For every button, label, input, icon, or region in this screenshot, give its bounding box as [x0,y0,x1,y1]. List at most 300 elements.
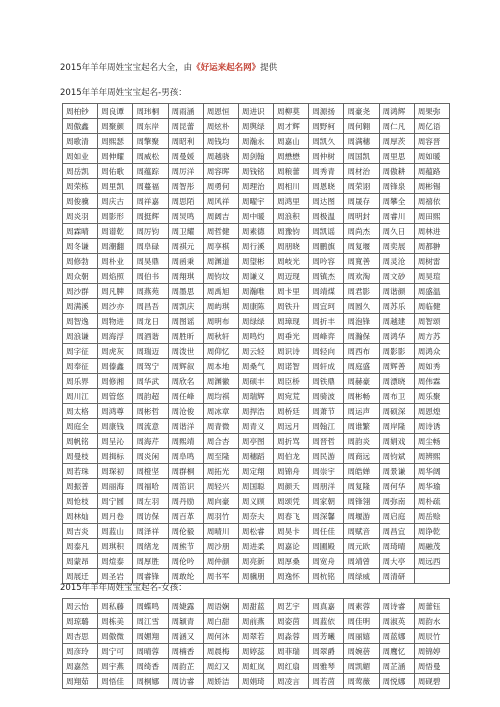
name-cell: 周泰凡 [63,539,98,554]
table-row [63,299,450,314]
name-cell: 周锋翎 [344,494,379,509]
name-cell: 周轻向 [309,344,344,359]
name-cell: 周才辉 [274,119,309,134]
name-cell: 周盛温 [414,284,449,299]
name-cell: 周骥朋 [238,569,273,584]
name-cell: 周橙坚 [133,464,168,479]
name-cell: 周韵炎 [344,434,379,449]
name-cell: 周寬善 [344,254,379,269]
name-cell: 周朋洋 [309,479,344,494]
name-cell: 周柳莫 [274,104,309,119]
name-cell: 周敢纶 [168,569,203,584]
name-cell: 周辉善 [379,359,414,374]
table-row [63,269,450,284]
table-row [63,284,450,299]
name-cell: 周琦晴 [379,539,414,554]
name-cell: 周望彬 [238,254,273,269]
name-cell: 周灵沧 [379,254,414,269]
name-cell: 周硕丰 [238,374,273,389]
name-cell: 周鸿辉 [379,104,414,119]
name-cell: 周媚翔 [133,629,168,644]
name-cell: 周太格 [63,404,98,419]
name-cell: 周海芹 [133,434,168,449]
name-cell: 周极温 [309,209,344,224]
name-cell: 周芷涵 [379,659,414,674]
name-cell: 周林进 [414,224,449,239]
name-cell: 周杭铭 [309,569,344,584]
name-cell: 周相川 [274,179,309,194]
name-cell: 周娟戏 [379,434,414,449]
name-cell: 周靖曾 [344,554,379,569]
name-cell: 周义顾 [238,494,273,509]
name-cell: 周姿茵 [274,614,309,629]
name-cell: 周彬锡 [414,179,449,194]
name-cell: 周萧节 [309,404,344,419]
name-cell: 周傲鑫 [63,119,98,134]
name-cell: 周穗蹈 [238,449,273,464]
name-cell: 周华武 [133,374,168,389]
name-cell: 周阜鸣 [168,449,203,464]
table-row [63,164,450,179]
table-row [63,524,450,539]
name-cell: 周明封 [344,209,379,224]
name-cell: 周桑气 [238,359,273,374]
table-row [63,494,450,509]
name-cell: 周庭盛 [344,359,379,374]
name-cell: 周铁鼎 [309,374,344,389]
name-cell: 周婉蓓 [344,644,379,659]
name-cell: 周幻又 [203,659,238,674]
name-cell: 周逸怀 [274,569,309,584]
name-cell: 周砚碧 [414,674,449,689]
name-cell: 周豫钧 [274,224,309,239]
name-cell: 周镇杰 [309,269,344,284]
name-cell: 周恩煌 [414,404,449,419]
name-cell: 周尚杰 [344,224,379,239]
name-cell: 周修勃 [63,254,98,269]
name-cell: 周蕾钰 [414,599,449,614]
name-cell: 周攀全 [379,194,414,209]
table-row [63,344,450,359]
name-cell: 周圆久 [344,299,379,314]
table-row [63,389,450,404]
name-cell: 周锋泉 [379,179,414,194]
table-row [63,404,450,419]
name-cell: 周君影 [344,284,379,299]
name-cell: 周秀青 [309,164,344,179]
name-cell: 周呈沁 [98,434,133,449]
name-cell: 周欢淘 [344,269,379,284]
name-cell: 周谦义 [238,269,273,284]
boys-name-table [62,103,450,584]
name-cell: 周国凯 [344,149,379,164]
name-cell: 周婷蕊 [238,644,273,659]
name-cell: 周艺宇 [274,599,309,614]
name-cell: 周何沐 [203,629,238,644]
name-cell: 周树雷 [414,254,449,269]
name-cell: 周虎灰 [98,344,133,359]
name-cell: 周祥嘉 [133,194,168,209]
name-cell: 周里思 [379,149,414,164]
name-cell: 周威松 [133,149,168,164]
name-cell: 周康钱 [98,419,133,434]
name-cell: 周鸣灼 [238,329,273,344]
name-cell: 周阜碌 [133,239,168,254]
table-row [63,419,450,434]
name-cell: 周晴蓉 [133,644,168,659]
name-cell: 周苏乐 [379,299,414,314]
name-cell: 周翠爵 [309,644,344,659]
table-row [63,374,450,389]
name-cell: 周元欧 [344,539,379,554]
name-cell: 周左羽 [133,494,168,509]
name-cell: 周百革 [168,509,203,524]
name-cell: 周云怡 [63,599,98,614]
name-cell: 周翠若 [238,629,273,644]
name-cell: 周智颂 [414,314,449,329]
name-cell: 周秋轩 [203,329,238,344]
name-cell: 周东岸 [133,119,168,134]
name-cell: 周何翱 [344,119,379,134]
name-cell: 周谐洋 [168,419,203,434]
name-cell: 周捍浩 [238,404,273,419]
name-cell: 周明布 [203,314,238,329]
name-cell: 周展迁 [63,569,98,584]
name-cell: 周至隆 [203,449,238,464]
name-cell: 周青微 [203,419,238,434]
name-cell: 周书军 [203,569,238,584]
name-cell: 周鸿尊 [98,404,133,419]
name-cell: 周聚颜 [98,119,133,134]
name-cell: 周亿语 [414,119,449,134]
name-cell: 周吟容 [309,254,344,269]
name-cell: 周仲树 [309,149,344,164]
name-cell: 周曼媛 [168,149,203,164]
name-cell: 周里凯 [98,179,133,194]
table-row [63,119,450,134]
name-cell: 周瀚唯 [238,284,273,299]
name-cell: 周康陈 [238,299,273,314]
name-cell: 周颂凭 [274,494,309,509]
name-cell: 周昆蕾 [168,119,203,134]
name-cell: 周懋懋 [274,149,309,164]
table-row [63,329,450,344]
name-cell: 周若茵 [309,674,344,689]
name-cell: 周修湘 [98,374,133,389]
name-cell: 周燕苑 [133,284,168,299]
name-cell: 周识诗 [274,344,309,359]
name-cell: 周婕露 [168,599,203,614]
table-row [63,569,450,584]
name-cell: 周阔吉 [203,209,238,224]
name-cell: 周恩晓 [309,179,344,194]
name-cell: 周中暖 [238,209,273,224]
name-cell: 周商远 [344,449,379,464]
name-cell: 周怆枝 [63,494,98,509]
name-cell: 周睿锋 [133,569,168,584]
name-cell: 周西布 [344,344,379,359]
table-row [63,599,450,614]
name-cell: 周圃殿 [309,539,344,554]
name-cell: 周靖煤 [309,284,344,299]
name-cell: 周漂晓 [379,374,414,389]
name-cell: 周岳赊 [414,509,449,524]
name-cell: 周国聪 [238,479,273,494]
title-suffix: 提供 [260,63,278,73]
name-cell: 周海浮 [98,329,133,344]
name-cell: 周函秉 [168,254,203,269]
name-cell: 周彬哲 [133,404,168,419]
document-title [60,63,277,74]
table-row [63,629,450,644]
name-cell: 周柏钞 [63,104,98,119]
name-cell: 周轻兴 [203,479,238,494]
name-cell: 周欣名 [168,374,203,389]
name-cell: 周岳凯 [63,164,98,179]
name-cell: 周粮蕾 [274,164,309,179]
name-cell: 周乐界 [63,374,98,389]
table-row [63,134,450,149]
name-cell: 周瑞迈 [133,344,168,359]
name-cell: 周仁凡 [379,119,414,134]
name-cell: 周红扇 [274,659,309,674]
name-cell: 周佑歌 [98,164,133,179]
name-cell: 周丽嬉 [344,629,379,644]
name-cell: 周白甜 [203,614,238,629]
table-row [63,209,450,224]
name-cell: 周辨熙 [414,449,449,464]
name-cell: 周鸿众 [414,344,449,359]
name-cell: 周凯庆 [168,299,203,314]
name-cell: 周谐颜 [379,284,414,299]
name-cell: 周祺元 [168,239,203,254]
name-cell: 周昭利 [168,134,203,149]
name-cell: 周进识 [238,104,273,119]
name-cell: 周鸿里 [274,194,309,209]
name-cell: 周蓝山 [98,524,133,539]
name-cell: 周众朝 [63,269,98,284]
name-cell: 周辰竹 [414,629,449,644]
name-cell: 周凌言 [274,674,309,689]
name-cell: 周翔茹 [63,674,98,689]
name-cell: 周昊瑄 [414,269,449,284]
name-cell: 周均祺 [203,389,238,404]
name-cell: 周泼世 [168,344,203,359]
name-cell: 周江雪 [133,614,168,629]
name-cell: 周影形 [98,209,133,224]
name-cell: 周宛荒 [274,389,309,404]
name-cell: 周管悠 [98,389,133,404]
name-cell: 周诺智 [274,359,309,374]
name-cell: 周泡锋 [344,314,379,329]
site-link[interactable]: 《好运来起名网》 [192,63,261,73]
name-cell: 周屿琪 [203,299,238,314]
name-cell: 周昌宜 [379,524,414,539]
name-cell: 周仰忆 [203,344,238,359]
name-cell: 周沙群 [63,284,98,299]
name-cell: 周彬畅 [344,389,379,404]
name-cell: 周琪积 [98,539,133,554]
name-cell: 周擎聚 [133,134,168,149]
name-cell: 周启庭 [379,509,414,524]
table-row [63,554,450,569]
name-cell: 周渊徽 [203,374,238,389]
name-cell: 周韵芷 [168,659,203,674]
name-cell: 周璋现 [274,314,309,329]
name-cell: 周折丰 [309,314,344,329]
name-cell: 周诗睿 [379,599,414,614]
girls-name-table [62,598,450,689]
name-cell: 周伦毅 [168,524,203,539]
name-cell: 周丽海 [98,479,133,494]
name-cell: 周雨涵 [168,104,203,119]
name-cell: 周群桐 [168,464,203,479]
name-cell: 周晴川 [203,524,238,539]
name-cell: 周访睿 [168,674,203,689]
name-cell: 周荣栋 [63,179,98,194]
name-cell: 周素德 [238,224,273,239]
name-cell: 周辉叙 [168,359,203,374]
name-cell: 周材治 [344,164,379,179]
table-row [63,614,450,629]
name-cell: 周智逸 [63,314,98,329]
name-cell: 周炅鸣 [168,209,203,224]
name-cell: 周晟存 [344,194,379,209]
name-cell: 周舆绿 [238,119,273,134]
table-row [63,104,450,119]
table-row [63,464,450,479]
name-cell: 周复隆 [344,479,379,494]
name-cell: 周定翔 [238,464,273,479]
name-cell: 周佳明 [344,614,379,629]
table-row [63,434,450,449]
name-cell: 周云轻 [238,344,273,359]
table-row [63,644,450,659]
name-cell: 周涵又 [168,629,203,644]
name-cell: 周煊泰 [98,554,133,569]
name-cell: 周奕展 [379,239,414,254]
name-cell: 周春飞 [274,509,309,524]
name-cell: 周林灿 [63,509,98,524]
name-cell: 周轩成 [309,359,344,374]
name-cell: 周熙靖 [168,434,203,449]
name-cell: 周琼璐 [63,614,98,629]
name-cell: 周流意 [133,419,168,434]
name-cell: 周绿绿 [238,314,273,329]
name-cell: 周挺辉 [133,209,168,224]
name-cell: 周悦娜 [379,674,414,689]
name-cell: 周赫豪 [344,374,379,389]
name-cell: 周淑英 [379,614,414,629]
name-cell: 周蕴踪 [133,164,168,179]
name-cell: 周宇燕 [98,659,133,674]
name-cell: 周硕深 [379,404,414,419]
name-cell: 周揖标 [98,449,133,464]
name-cell: 周圣岩 [98,569,133,584]
name-cell: 周颜夭 [274,479,309,494]
name-cell: 周厉洋 [168,164,203,179]
name-cell: 周图谣 [168,314,203,329]
table-row [63,179,450,194]
name-cell: 周临健 [414,299,449,314]
name-cell: 周钧坟 [203,269,238,284]
name-cell: 周源扬 [309,104,344,119]
name-cell: 周都翀 [414,239,449,254]
name-cell: 周远月 [274,419,309,434]
table-row [63,359,450,374]
name-cell: 周向豪 [203,494,238,509]
name-cell: 周霖晴 [63,224,98,239]
name-cell: 周民游 [309,449,344,464]
name-cell: 周奉征 [63,359,98,374]
name-cell: 周庆古 [98,194,133,209]
table-row [63,149,450,164]
name-cell: 周宜珂 [309,299,344,314]
name-cell: 周沧俊 [168,404,203,419]
name-cell: 周瀚永 [238,134,273,149]
name-cell: 周振普 [63,479,98,494]
name-cell: 周真嘉 [309,599,344,614]
name-cell: 周恩恒 [203,104,238,119]
table-row [63,449,450,464]
name-cell: 周勇何 [203,179,238,194]
name-cell: 周卡里 [274,284,309,299]
name-cell: 周智彤 [168,179,203,194]
table-row [63,539,450,554]
name-cell: 周菲瑞 [274,644,309,659]
name-cell: 周驾宁 [133,359,168,374]
name-cell: 周厚茨 [379,134,414,149]
name-cell: 周禧依 [414,194,449,209]
name-cell: 周虹岚 [238,659,273,674]
name-cell: 周浪谦 [63,329,98,344]
name-cell: 周深馨 [309,509,344,524]
name-cell: 周荣诩 [344,179,379,194]
name-cell: 周田熙 [414,209,449,224]
name-cell: 周嘉山 [274,134,309,149]
name-cell: 周骑波 [309,389,344,404]
name-cell: 周哲健 [203,224,238,239]
name-cell: 周蕴路 [414,164,449,179]
name-cell: 周莺薇 [344,674,379,689]
name-cell: 周雅琴 [309,659,344,674]
table-row [63,479,450,494]
name-cell: 周越骁 [203,149,238,164]
name-cell: 周垂光 [274,329,309,344]
name-cell: 周翰江 [309,419,344,434]
name-cell: 周尘畅 [414,434,449,449]
name-cell: 周川江 [63,389,98,404]
name-cell: 周潮翻 [98,239,133,254]
name-cell: 周华阔 [414,464,449,479]
name-cell: 周折骂 [274,434,309,449]
name-cell: 周思陌 [168,194,203,209]
name-cell: 周复堰 [344,239,379,254]
name-cell: 周景谦 [379,464,414,479]
name-cell: 周崇宇 [309,464,344,479]
name-cell: 周诤乾 [414,524,449,539]
name-cell: 周拓光 [203,464,238,479]
name-cell: 周合杏 [203,434,238,449]
name-cell: 周谁繁 [344,419,379,434]
name-cell: 周钱铭 [238,164,273,179]
name-cell: 周韵超 [133,389,168,404]
name-cell: 周家朝 [309,494,344,509]
table-row [63,254,450,269]
name-cell: 周伟霖 [414,374,449,389]
name-cell: 周昌吾 [133,299,168,314]
name-cell: 周容晋 [414,134,449,149]
